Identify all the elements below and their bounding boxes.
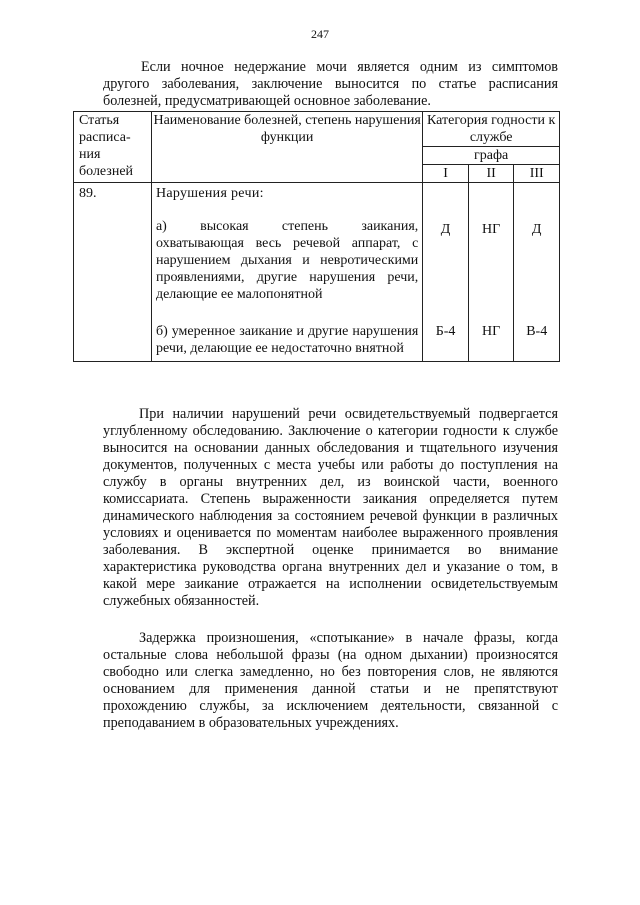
intro-paragraph: Если ночное недержание мочи является одним из симптомов другого заболевания, заключение выносится по статье расписания болезней, предусматривающей основное заболевание. [103, 59, 558, 109]
table-header-row [74, 112, 560, 147]
header-col-3: III [514, 165, 560, 183]
header-graph: графа [423, 147, 560, 165]
grade-col-2 [468, 183, 514, 362]
article-number: 89. [74, 183, 152, 362]
grade-b-col-2: НГ [482, 324, 501, 339]
header-col-2: II [468, 165, 514, 183]
page-number: 247 [311, 27, 329, 41]
disease-table [73, 111, 560, 362]
grade-a-col-2: НГ [482, 222, 501, 237]
grade-a-col-3: Д [531, 222, 542, 237]
grade-col-1 [423, 183, 469, 362]
item-b-text: б) умеренное заикание и другие нарушения речи, делающие ее недостаточно внятной [155, 324, 419, 356]
grade-b-col-1: Б-4 [435, 324, 456, 339]
item-a-text: а) высокая степень заикания, охватывающая весь речевой аппарат, с нарушением дыхания и невротическими проявлениями, другие нарушения речи, делающие ее малопонятной [155, 219, 419, 302]
header-article: Статья расписа-ния болезней [74, 112, 152, 183]
grade-a-col-1: Д [440, 222, 451, 237]
grade-b-col-3: В-4 [526, 324, 548, 339]
section-title: Нарушения речи: [155, 186, 264, 201]
header-name: Наименование болезней, степень нарушения функции [151, 112, 422, 183]
grade-col-3 [514, 183, 560, 362]
header-col-1: I [423, 165, 469, 183]
table-row [74, 183, 560, 362]
body-paragraph-2: Задержка произношения, «спотыкание» в начале фразы, когда остальные слова небольшой фразы (на одном дыхании) произносятся свободно или слегка замедленно, но без повторения слов, не являются основанием для применения данной статьи и не препятствуют прохождению службы, за исключением деятельности, связанной с преподаванием в образовательных учреждениях. [103, 630, 558, 731]
header-category: Категория годности к службе [423, 112, 560, 147]
disease-description [151, 183, 422, 362]
body-paragraph-1: При наличии нарушений речи освидетельствуемый подвергается углубленному обследованию. Заключение о категории годности к службе выносится на основании данных обследования и тщательного изучения документов, полученных с места учебы или работы до поступления на службу в органы внутренних дел, из воинской части, военного комиссариата. Степень выраженности заикания определяется путем динамического наблюдения за состоянием речевой функции в различных условиях и оценивается по моментам наиболее выраженного проявления заболевания. В экспертной оценке принимается во внимание характеристика руководства органа внутренних дел и указание о том, в какой мере заикание отражается на исполнении освидетельствуемым служебных обязанностей. [103, 406, 558, 609]
